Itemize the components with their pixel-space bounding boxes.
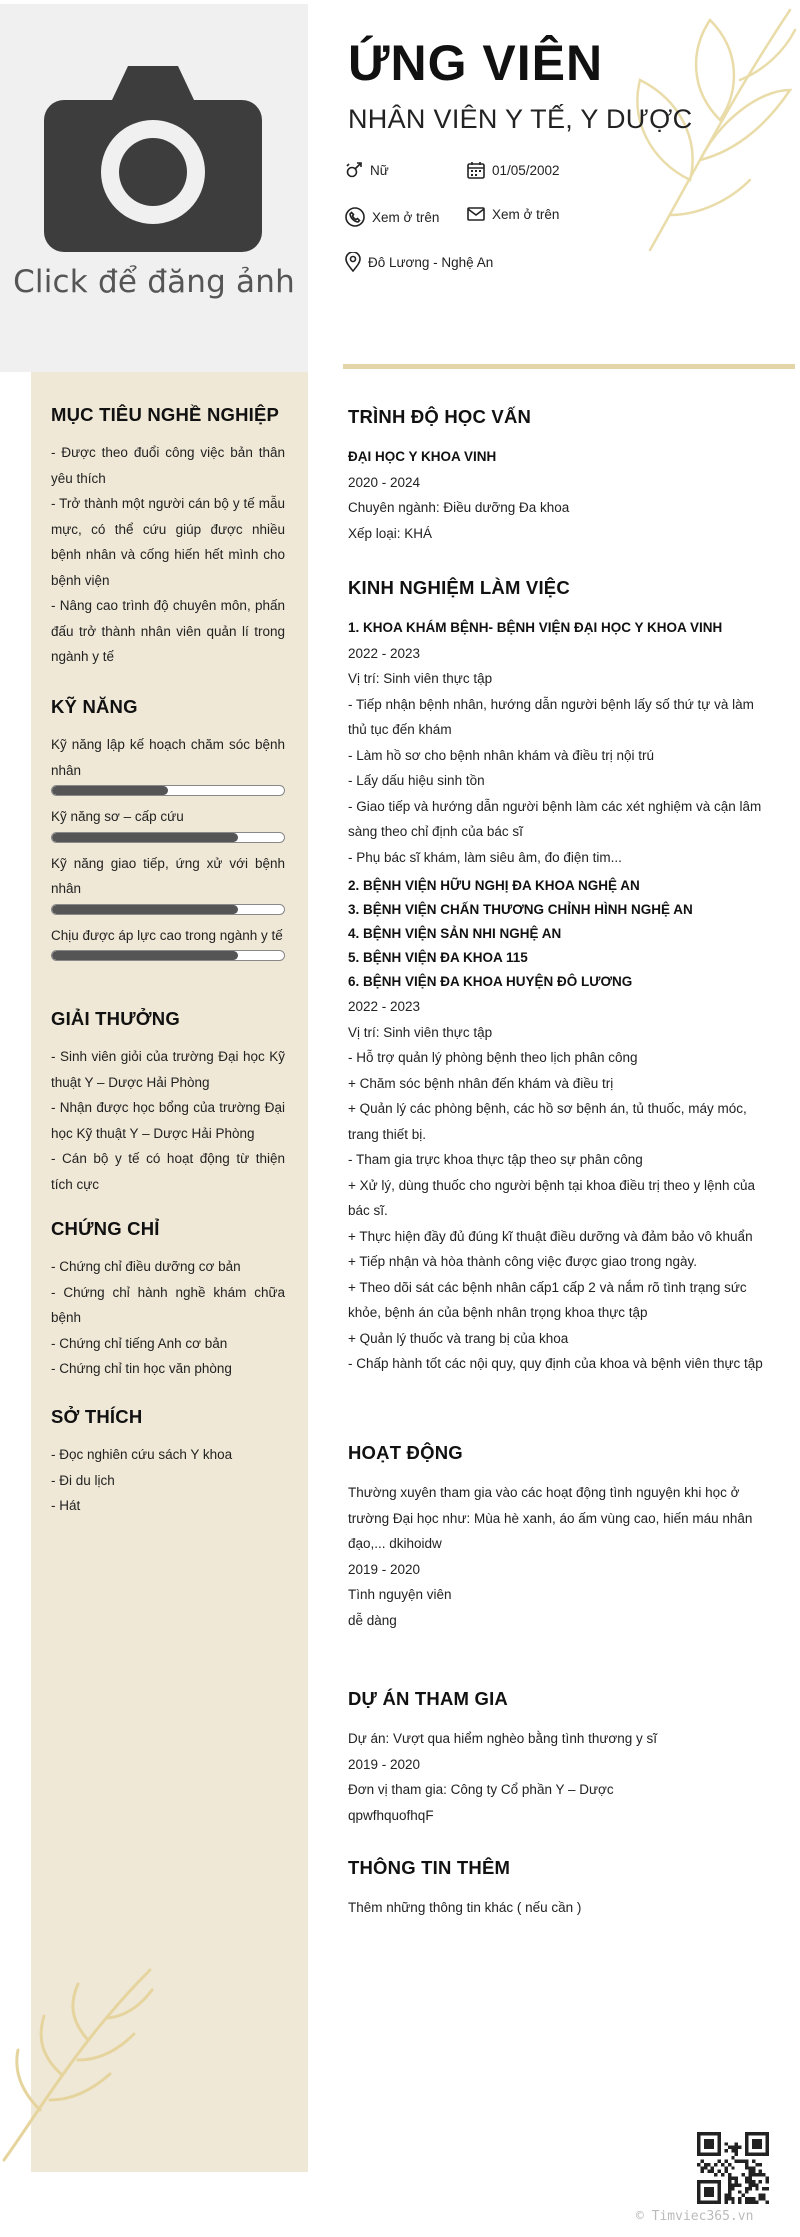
experience-heading: KINH NGHIỆM LÀM VIỆC	[348, 577, 570, 598]
projects-section	[348, 1688, 768, 1828]
address-info	[344, 252, 493, 272]
project-line: qpwfhquofhqF	[348, 1807, 434, 1823]
watermark: © Timviec365.vn	[636, 2209, 754, 2224]
job-duty-line: - Tiếp nhận bệnh nhân, hướng dẫn người bệnh lấy số thứ tự và làm thủ tục đến khám	[348, 696, 754, 737]
photo-upload[interactable]	[0, 4, 308, 372]
job-duty-line: + Xử lý, dùng thuốc cho người bệnh tại khoa điều trị theo y lệnh của bác sĩ.	[348, 1177, 756, 1218]
job-duty-line: - Hỗ trợ quản lý phòng bệnh theo lịch phân công	[348, 1050, 638, 1065]
more-info-heading: THÔNG TIN THÊM	[348, 1857, 511, 1878]
more-info-text: Thêm những thông tin khác ( nếu cần )	[348, 1900, 582, 1915]
skill-item	[51, 732, 285, 796]
project-line: Đơn vị tham gia: Công ty Cổ phần Y – Dược	[348, 1782, 614, 1797]
location-pin-icon	[344, 252, 362, 272]
email-info	[466, 204, 559, 224]
more-info-section	[348, 1857, 768, 1921]
mail-icon	[466, 204, 486, 224]
hobbies-heading: SỞ THÍCH	[51, 1406, 143, 1427]
candidate-name: ỨNG VIÊN	[348, 35, 604, 91]
email-value: Xem ở trên	[492, 206, 560, 222]
job-duty-line: + Quản lý thuốc và trang bị của khoa	[348, 1330, 569, 1346]
photo-upload-label: Click để đăng ảnh	[13, 264, 295, 300]
activities-heading: HOẠT ĐỘNG	[348, 1442, 463, 1463]
skill-bar	[51, 785, 285, 796]
job-duty-line: - Phụ bác sĩ khám, làm siêu âm, đo điện tim...	[348, 849, 622, 865]
gender-icon	[344, 160, 364, 180]
skill-bar-fill	[52, 951, 238, 960]
certificate-line: - Chứng chỉ tin học văn phòng	[51, 1361, 232, 1376]
activity-line: dễ dàng	[348, 1612, 397, 1628]
projects-heading: DỰ ÁN THAM GIA	[348, 1688, 508, 1709]
education-heading: TRÌNH ĐỘ HỌC VẤN	[348, 406, 532, 427]
activity-line: 2019 - 2020	[348, 1561, 421, 1577]
award-line: - Cán bộ y tế có hoạt động từ thiện tích cực	[51, 1151, 285, 1192]
job-duty-line: - Chấp hành tốt các nội quy, quy định của khoa và bệnh viên thực tập	[348, 1356, 763, 1371]
skill-bar	[51, 950, 285, 961]
certificates-heading: CHỨNG CHỈ	[51, 1218, 160, 1239]
activities-section	[348, 1442, 768, 1633]
activity-line: Thường xuyên tham gia vào các hoạt động tình nguyện khi học ở trường Đại học như: Mùa hè xanh, áo ấm vùng cao, hiến máu nhân đạo,... dkihoidw	[348, 1485, 753, 1551]
job-duty-line: + Chăm sóc bệnh nhân đến khám và điều trị	[348, 1075, 614, 1091]
skills-heading: KỸ NĂNG	[51, 696, 138, 717]
skill-bar	[51, 904, 285, 915]
experience-section	[348, 577, 768, 1377]
certificates-section	[51, 1218, 285, 1382]
career-goal-line: - Trở thành một người cán bộ y tế mẫu mực, có thể cứu giúp được nhiều bệnh nhân và cống hiến hết mình cho bệnh viện	[51, 496, 285, 588]
job-title-4: 4. BỆNH VIỆN SẢN NHI NGHỆ AN	[348, 926, 562, 941]
job-duty-line: - Làm hồ sơ cho bệnh nhân khám và điều trị nội trú	[348, 747, 655, 763]
hobby-line: - Đi du lịch	[51, 1472, 115, 1488]
certificate-line: - Chứng chỉ điều dưỡng cơ bản	[51, 1259, 241, 1274]
job-duty-line: - Lấy dấu hiệu sinh tồn	[348, 773, 485, 788]
certificate-line: - Chứng chỉ tiếng Anh cơ bản	[51, 1335, 228, 1351]
award-line: - Nhận được học bổng của trường Đại học Kỹ thuật Y – Dược Hải Phòng	[51, 1100, 285, 1141]
skill-bar-fill	[52, 786, 168, 795]
skill-name: Kỹ năng lập kế hoạch chăm sóc bệnh nhân	[51, 737, 285, 778]
certificate-line: - Chứng chỉ hành nghề khám chữa bệnh	[51, 1284, 285, 1325]
job-duty-line: - Giao tiếp và hướng dẫn người bệnh làm các xét nghiệm và cận lâm sàng theo chỉ định của bác sĩ	[348, 798, 762, 839]
job-period: 2022 - 2023	[348, 999, 421, 1014]
job-position: Vị trí: Sinh viên thực tập	[348, 671, 493, 686]
job-title: NHÂN VIÊN Y TẾ, Y DƯỢC	[348, 104, 693, 134]
gender-info	[344, 160, 389, 180]
job-title-6: 6. BỆNH VIỆN ĐA KHOA HUYỆN ĐÔ LƯƠNG	[348, 974, 633, 989]
birthday-info	[466, 160, 560, 180]
hobby-line: - Hát	[51, 1498, 81, 1513]
job-period: 2022 - 2023	[348, 645, 421, 661]
skill-item	[51, 923, 285, 962]
career-goal-section	[51, 404, 285, 670]
career-goal-line: - Được theo đuổi công việc bản thân yêu thích	[51, 445, 285, 486]
activity-line: Tình nguyện viên	[348, 1587, 452, 1602]
skill-name: Chịu được áp lực cao trong ngành y tế	[51, 927, 283, 943]
header-divider	[343, 364, 795, 369]
job-title-2: 2. BỆNH VIỆN HỮU NGHỊ ĐA KHOA NGHỆ AN	[348, 878, 640, 893]
calendar-icon	[466, 160, 486, 180]
skill-name: Kỹ năng sơ – cấp cứu	[51, 809, 184, 824]
birthday-value: 01/05/2002	[492, 162, 560, 178]
phone-value: Xem ở trên	[372, 209, 440, 225]
job-duty-line: + Tiếp nhận và hòa thành công việc được giao trong ngày.	[348, 1254, 698, 1269]
awards-heading: GIẢI THƯỞNG	[51, 1008, 180, 1029]
job-title-1: 1. KHOA KHÁM BỆNH- BỆNH VIỆN ĐẠI HỌC Y KHOA VINH	[348, 620, 723, 635]
award-line: - Sinh viên giỏi của trường Đại học Kỹ thuật Y – Dược Hải Phòng	[51, 1049, 285, 1090]
qr-code-icon	[697, 2132, 769, 2204]
job-duty-line: + Theo dõi sát các bệnh nhân cấp1 cấp 2 và nắm rõ tình trạng sức khỏe, bệnh án của bệnh nhân trọng khoa thực tập	[348, 1279, 747, 1320]
job-title-3: 3. BỆNH VIỆN CHẤN THƯƠNG CHỈNH HÌNH NGHỆ AN	[348, 902, 693, 917]
skill-name: Kỹ năng giao tiếp, ứng xử với bệnh nhân	[51, 855, 285, 896]
job-duty-line: + Quản lý các phòng bệnh, các hồ sơ bệnh án, tủ thuốc, máy móc, trang thiết bị.	[348, 1101, 747, 1142]
gender-value: Nữ	[370, 162, 389, 178]
project-line: Dự án: Vượt qua hiểm nghèo bằng tình thương y sĩ	[348, 1731, 657, 1746]
address-value: Đô Lương - Nghệ An	[368, 254, 494, 270]
education-period: 2020 - 2024	[348, 474, 421, 490]
skill-bar-fill	[52, 905, 238, 914]
hobbies-section	[51, 1406, 285, 1519]
hobby-line: - Đọc nghiên cứu sách Y khoa	[51, 1447, 233, 1462]
job-title-5: 5. BỆNH VIỆN ĐA KHOA 115	[348, 950, 528, 965]
skill-bar	[51, 832, 285, 843]
school-name: ĐẠI HỌC Y KHOA VINH	[348, 449, 497, 464]
left-sidebar	[31, 372, 308, 2172]
job-duty-line: + Thực hiện đầy đủ đúng kĩ thuật điều dưỡng và đảm bảo vô khuẩn	[348, 1228, 753, 1244]
skill-item	[51, 851, 285, 915]
skill-bar-fill	[52, 833, 238, 842]
job-position: Vị trí: Sinh viên thực tập	[348, 1024, 493, 1040]
awards-section	[51, 1008, 285, 1197]
camera-icon	[44, 60, 262, 252]
education-rank: Xếp loại: KHÁ	[348, 525, 433, 541]
phone-icon	[344, 206, 366, 228]
job-duty-line: - Tham gia trực khoa thực tập theo sự phân công	[348, 1152, 643, 1167]
skill-item	[51, 804, 285, 843]
phone-info	[344, 206, 439, 228]
education-section	[348, 406, 768, 546]
career-goal-heading: MỤC TIÊU NGHỀ NGHIỆP	[51, 404, 280, 425]
career-goal-line: - Nâng cao trình độ chuyên môn, phấn đấu trở thành nhân viên quản lí trong ngành y tế	[51, 598, 285, 664]
project-line: 2019 - 2020	[348, 1756, 421, 1772]
education-major: Chuyên ngành: Điều dưỡng Đa khoa	[348, 500, 570, 515]
skills-section	[51, 696, 285, 969]
leaf-decoration-icon	[0, 1950, 160, 2170]
